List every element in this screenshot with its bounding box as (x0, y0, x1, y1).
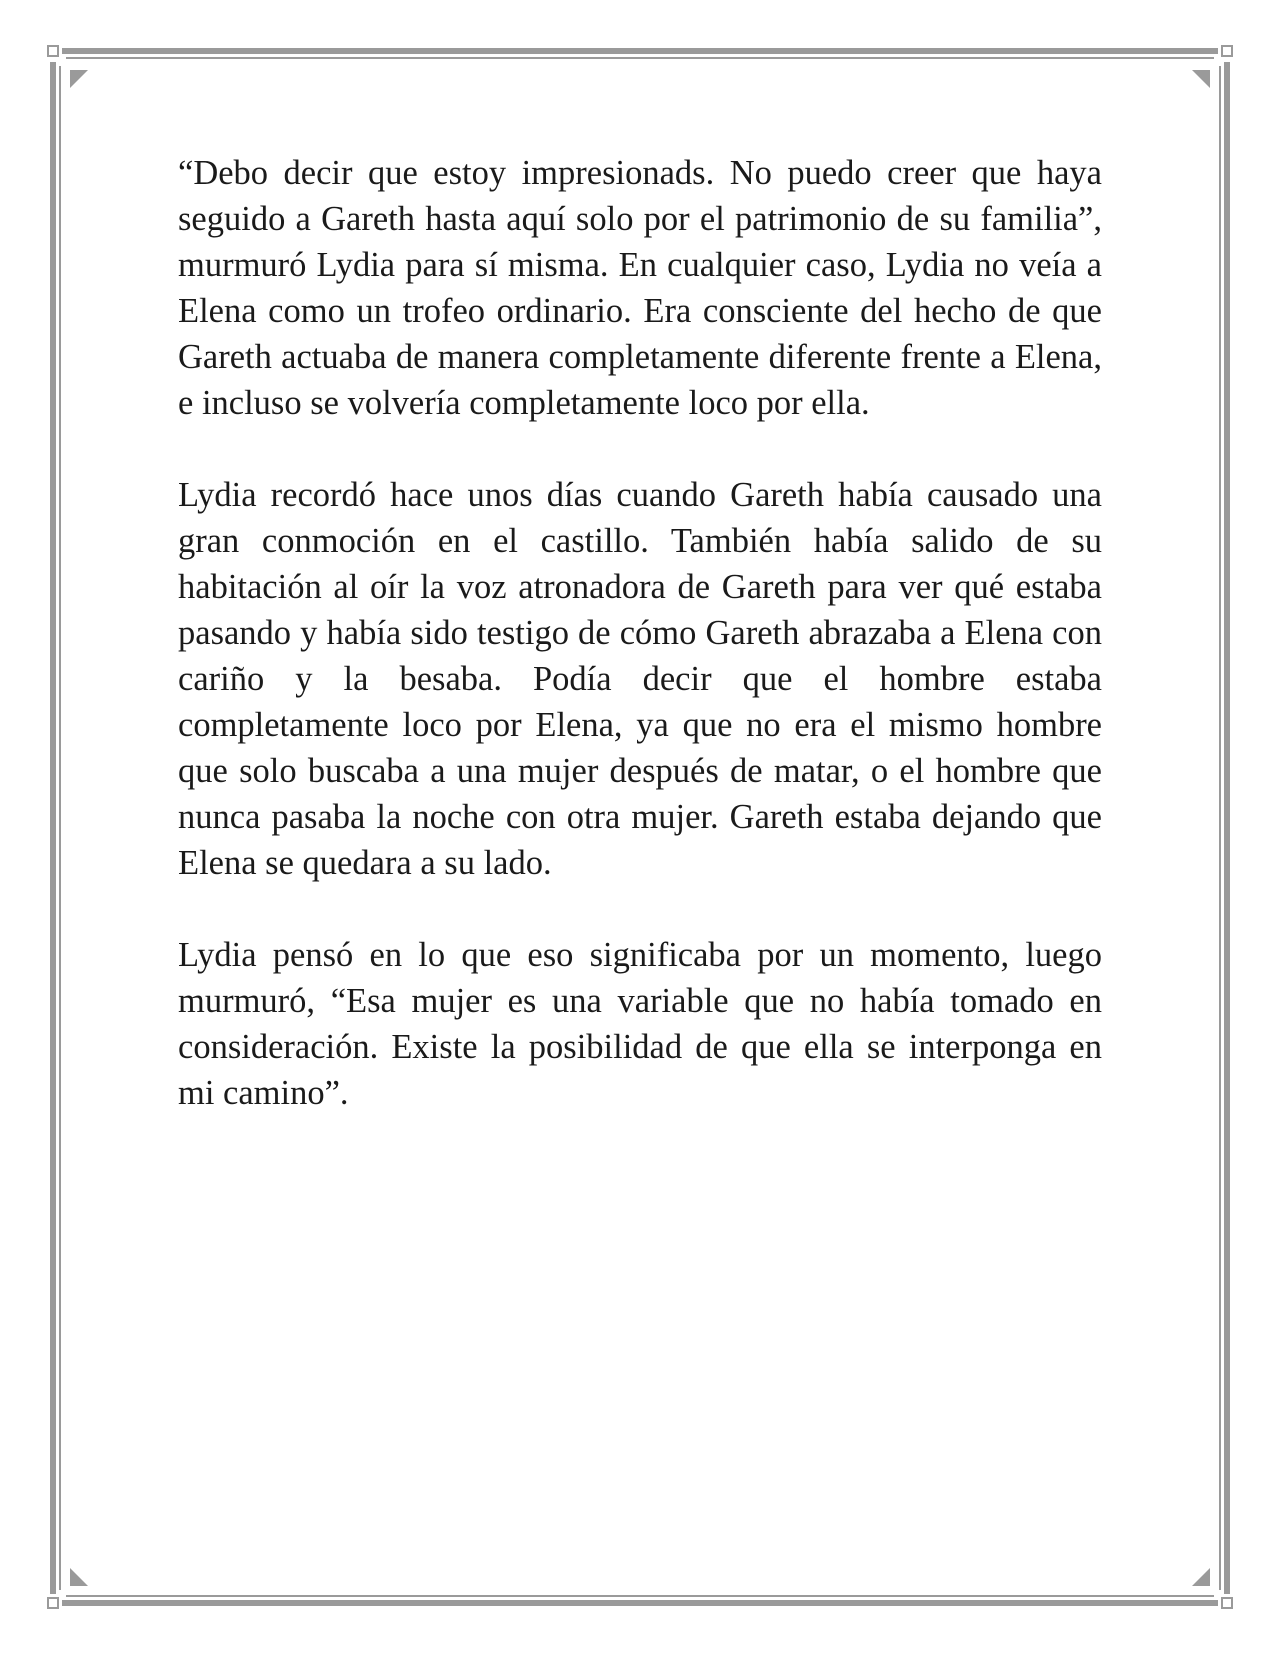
paragraph-3: Lydia pensó en lo que eso significaba por un momento, luego murmuró, “Esa mujer es una variable que no había tomado en consideración. Existe la posibilidad de que ella se interponga en mi camino”. (178, 936, 1102, 1112)
paragraph-2: Lydia recordó hace unos días cuando Gareth había causado una gran conmoción en el castillo. También había salido de su habitación al oír la voz atronadora de Gareth para ver qué estaba pasando y había sido testigo de cómo Gareth abrazaba a Elena con cariño y la besaba. Podía decir que el hombre estaba completamente loco por Elena, ya que no era el mismo hombre que solo buscaba a una mujer después de matar, o el hombre que nunca pasaba la noche con otra mujer. Gareth estaba dejando que Elena se quedara a su lado. (178, 476, 1102, 882)
story-text (178, 150, 1102, 1162)
paragraph-1: “Debo decir que estoy impresionads. No puedo creer que haya seguido a Gareth hasta aquí solo por el patrimonio de su familia”, murmuró Lydia para sí misma. En cualquier caso, Lydia no veía a Elena como un trofeo ordinario. Era consciente del hecho de que Gareth actuaba de manera completamente diferente frente a Elena, e incluso se volvería completamente loco por ella. (178, 154, 1102, 422)
